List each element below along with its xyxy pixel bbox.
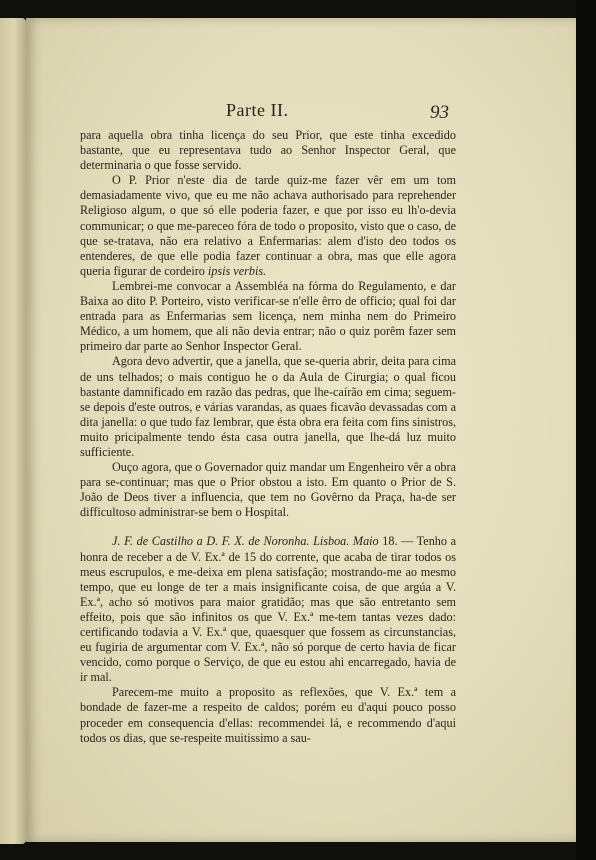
scan-border bbox=[576, 0, 596, 860]
letter-entry bbox=[80, 534, 456, 685]
facing-page-edge bbox=[0, 18, 26, 844]
paragraph-4 bbox=[80, 354, 456, 460]
paragraph-7-text: Parecem-me muito a proposito as reflexões, que V. Ex.ª tem a bondade de fazer-me a respeito de caldos; porém eu d'aqui pouco posso proceder em consequencia d'ellas: recommendei lá, e recommendo d'aqui todos os dias, que se-respeite muitissimo a sau- bbox=[80, 685, 456, 745]
letter-text: 18. — Tenho a honra de receber a de V. Ex.ª de 15 do corrente, que acaba de tirar todos os meus escrupulos, e me-deixa em plena satisfação; mostrando-me ao mesmo tempo, que eu longe de ter a mais insignificante coisa, de que argúa a V. Ex.ª, acho só motivos para maior gratidão; mas que são entretanto sem effeito, pois que são infinitos os que V. Ex.ª me-tem tantas vezes dado: certificando todavia a V. Ex.ª que, quaesquer que fossem as circunstancias, eu fugiria de argumentar com V. Ex.ª, não só porque de certo havia de ficar vencido, como porque o Serviço, de que eu estou ahi encarregado, havia de ir mal. bbox=[80, 534, 456, 685]
paragraph-2 bbox=[80, 173, 456, 279]
paragraph-7 bbox=[80, 685, 456, 745]
page-number: 93 bbox=[430, 102, 449, 123]
paragraph-5-text: Ouço agora, que o Governador quiz mandar um Engenheiro vêr a obra para se-continuar; mas que o Prior obstou a isto. Em quanto o Prior de S. João de Deos tiver a influencia, que tem no Govêrno da Praça, ha-de ser difficultoso administrar-se bem o Hospital. bbox=[80, 460, 456, 520]
book-page bbox=[26, 18, 576, 842]
latin-phrase: ipsis verbis. bbox=[207, 263, 267, 278]
paragraph-3 bbox=[80, 279, 456, 354]
paragraph-5 bbox=[80, 460, 456, 520]
page-header bbox=[26, 82, 576, 122]
paragraph-2-text: O P. Prior n'este dia de tarde quiz-me fazer vêr em um tom demasiadamente vivo, que eu me não achava authorisado para reprehender Religioso algum, o que só elle poderia fazer, e que por isso eu lh'o-devia communicar; o que me-pareceo fóra de todo o proposito, visto que o caso, de que se-tratava, não era relativo a Enfermarias: alem d'isto deo todos os entenderes, de que elle podia fazer continuar a obra, mas que elle agora queria figurar de cordeiro bbox=[80, 173, 457, 278]
body-text bbox=[80, 128, 456, 746]
paragraph-1-text: para aquella obra tinha licença do seu Prior, que este tinha excedido bastante, que eu representava tudo ao Senhor Inspector Geral, que determinaria o que fosse servido. bbox=[80, 128, 456, 173]
paragraph-3-text: Lembrei-me convocar a Assembléa na fórma do Regulamento, e dar Baixa ao dito P. Porteiro, visto verificar-se n'elle êrro de officio; qual foi dar entrada para as Enfermarias sem licença, nem minha nem do Primeiro Médico, a um homem, que ali não devia entrar; não o quiz porêm fazer sem primeiro dar parte ao Senhor Inspector Geral. bbox=[80, 278, 456, 354]
paragraph-1 bbox=[80, 128, 456, 173]
running-head: Parte II. bbox=[226, 100, 289, 120]
letter-heading: J. F. de Castilho a D. F. X. de Noronha. Lisboa. Maio bbox=[112, 534, 379, 549]
paragraph-4-text: Agora devo advertir, que a janella, que se-queria abrir, deita para cima de uns telhados; o mais contiguo he o da Aula de Cirurgia; o qual ficou bastante damnificado em razão das pedras, que lhe-caírão em cima; seguem-se depois d'este outros, e várias varandas, as quaes ficavão devassadas com a dita janella: o que tudo faz lembrar, que ésta obra era feita com fins sinistros, muito pricipalmente tendo ésta casa outra janella, que lhe-dá luz muito sufficiente. bbox=[80, 354, 456, 459]
